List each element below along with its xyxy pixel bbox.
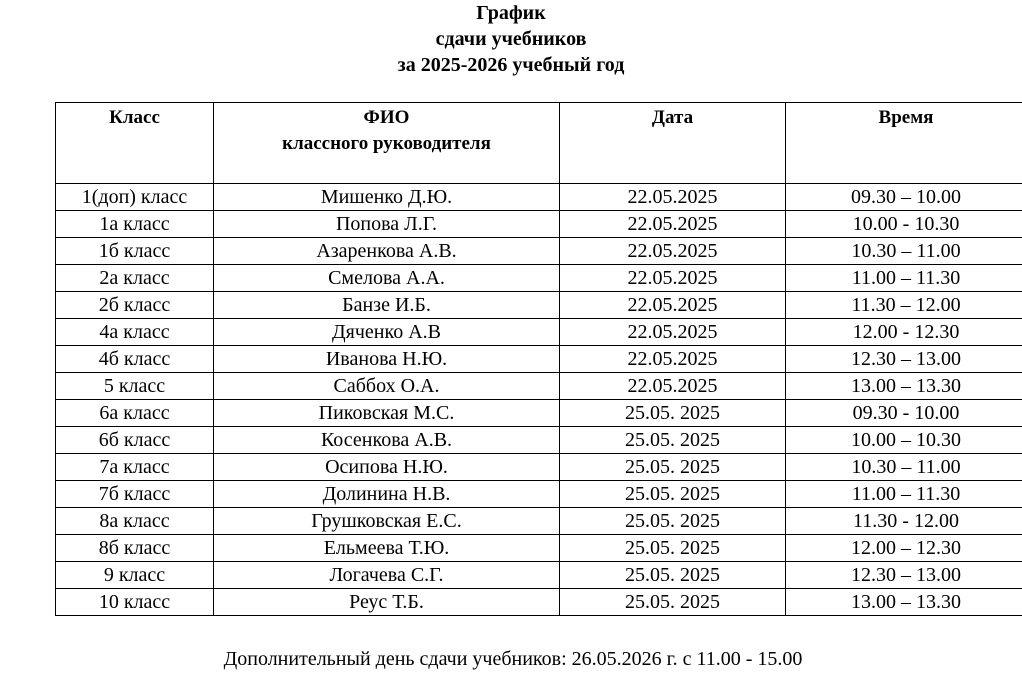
- cell-teacher: Дяченко А.В: [214, 319, 560, 346]
- table-row: [56, 373, 1022, 400]
- cell-time: 12.30 – 13.00: [786, 346, 1022, 373]
- table-row: [56, 454, 1022, 481]
- schedule-body: [56, 184, 1022, 616]
- table-row: [56, 427, 1022, 454]
- table-row: [56, 508, 1022, 535]
- cell-date: 25.05. 2025: [560, 589, 786, 616]
- table-row: [56, 184, 1022, 211]
- cell-date: 22.05.2025: [560, 265, 786, 292]
- cell-teacher: Азаренкова А.В.: [214, 238, 560, 265]
- cell-time: 09.30 - 10.00: [786, 400, 1022, 427]
- cell-time: 10.30 – 11.00: [786, 454, 1022, 481]
- header-date: Дата: [560, 103, 786, 184]
- cell-time: 11.30 - 12.00: [786, 508, 1022, 535]
- table-row: [56, 238, 1022, 265]
- cell-time: 12.30 – 13.00: [786, 562, 1022, 589]
- table-row: [56, 562, 1022, 589]
- cell-time: 12.00 - 12.30: [786, 319, 1022, 346]
- cell-teacher: Осипова Н.Ю.: [214, 454, 560, 481]
- cell-date: 22.05.2025: [560, 319, 786, 346]
- cell-class: 7б класс: [56, 481, 214, 508]
- cell-date: 22.05.2025: [560, 238, 786, 265]
- cell-teacher: Логачева С.Г.: [214, 562, 560, 589]
- title-line-3: за 2025-2026 учебный год: [397, 54, 625, 76]
- table-row: [56, 535, 1022, 562]
- document-title: [0, 0, 1022, 78]
- table-row: [56, 346, 1022, 373]
- title-line-1: График: [476, 2, 546, 24]
- title-line-2: сдачи учебников: [435, 28, 587, 50]
- cell-teacher: Смелова А.А.: [214, 265, 560, 292]
- header-time: Время: [786, 103, 1022, 184]
- header-teacher-line-2: классного руководителя: [282, 133, 491, 154]
- cell-teacher: Ельмеева Т.Ю.: [214, 535, 560, 562]
- cell-date: 22.05.2025: [560, 292, 786, 319]
- cell-class: 6б класс: [56, 427, 214, 454]
- cell-teacher: Долинина Н.В.: [214, 481, 560, 508]
- cell-class: 4б класс: [56, 346, 214, 373]
- cell-class: 10 класс: [56, 589, 214, 616]
- table-row: [56, 319, 1022, 346]
- cell-date: 25.05. 2025: [560, 508, 786, 535]
- header-class: Класс: [56, 103, 214, 184]
- cell-date: 25.05. 2025: [560, 400, 786, 427]
- cell-class: 6а класс: [56, 400, 214, 427]
- cell-class: 2а класс: [56, 265, 214, 292]
- table-row: [56, 265, 1022, 292]
- cell-class: 9 класс: [56, 562, 214, 589]
- cell-class: 8а класс: [56, 508, 214, 535]
- cell-date: 22.05.2025: [560, 346, 786, 373]
- table-row: [56, 481, 1022, 508]
- header-teacher: [214, 103, 560, 184]
- cell-class: 8б класс: [56, 535, 214, 562]
- cell-time: 10.00 – 10.30: [786, 427, 1022, 454]
- cell-time: 11.30 – 12.00: [786, 292, 1022, 319]
- cell-date: 25.05. 2025: [560, 481, 786, 508]
- table-row: [56, 292, 1022, 319]
- cell-time: 11.00 – 11.30: [786, 481, 1022, 508]
- cell-class: 4а класс: [56, 319, 214, 346]
- cell-teacher: Попова Л.Г.: [214, 211, 560, 238]
- cell-date: 25.05. 2025: [560, 427, 786, 454]
- cell-teacher: Мишенко Д.Ю.: [214, 184, 560, 211]
- cell-time: 11.00 – 11.30: [786, 265, 1022, 292]
- cell-teacher: Иванова Н.Ю.: [214, 346, 560, 373]
- cell-date: 25.05. 2025: [560, 562, 786, 589]
- schedule-table: [55, 102, 1022, 616]
- cell-class: 1а класс: [56, 211, 214, 238]
- cell-teacher: Реус Т.Б.: [214, 589, 560, 616]
- cell-date: 22.05.2025: [560, 373, 786, 400]
- cell-date: 22.05.2025: [560, 211, 786, 238]
- cell-time: 09.30 – 10.00: [786, 184, 1022, 211]
- cell-time: 13.00 – 13.30: [786, 373, 1022, 400]
- header-teacher-line-1: ФИО: [363, 107, 410, 128]
- cell-time: 10.30 – 11.00: [786, 238, 1022, 265]
- cell-teacher: Саббох О.А.: [214, 373, 560, 400]
- table-row: [56, 211, 1022, 238]
- cell-time: 13.00 – 13.30: [786, 589, 1022, 616]
- cell-class: 1б класс: [56, 238, 214, 265]
- cell-teacher: Грушковская Е.С.: [214, 508, 560, 535]
- cell-time: 12.00 – 12.30: [786, 535, 1022, 562]
- cell-teacher: Банзе И.Б.: [214, 292, 560, 319]
- cell-teacher: Косенкова А.В.: [214, 427, 560, 454]
- cell-date: 25.05. 2025: [560, 535, 786, 562]
- cell-date: 22.05.2025: [560, 184, 786, 211]
- cell-class: 5 класс: [56, 373, 214, 400]
- table-row: [56, 400, 1022, 427]
- table-row: [56, 589, 1022, 616]
- cell-date: 25.05. 2025: [560, 454, 786, 481]
- footer-note: Дополнительный день сдачи учебников: 26.05.2026 г. с 11.00 - 15.00: [223, 648, 803, 670]
- cell-time: 10.00 - 10.30: [786, 211, 1022, 238]
- cell-class: 7а класс: [56, 454, 214, 481]
- cell-teacher: Пиковская М.С.: [214, 400, 560, 427]
- cell-class: 1(доп) класс: [56, 184, 214, 211]
- header-row: [56, 103, 1022, 184]
- cell-class: 2б класс: [56, 292, 214, 319]
